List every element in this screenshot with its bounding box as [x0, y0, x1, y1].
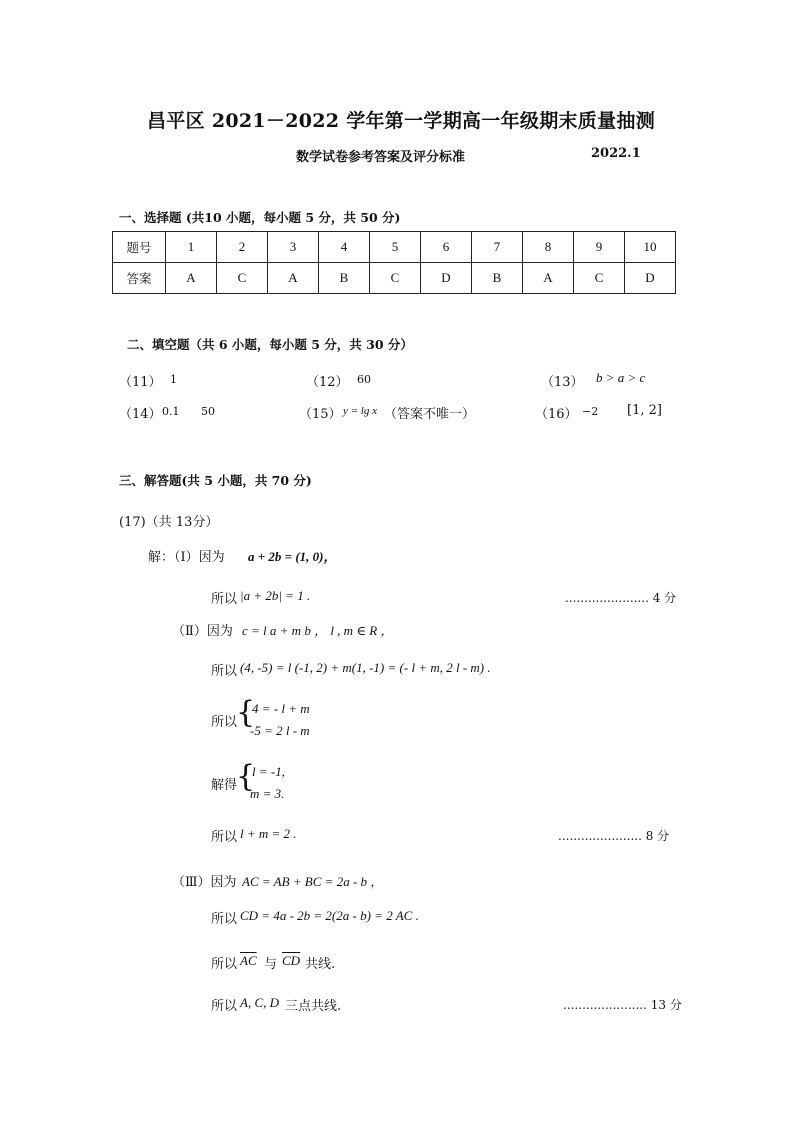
part1-intro: 解：（Ⅰ）因为: [148, 550, 225, 565]
q12-number: （12）: [306, 375, 349, 390]
part2-intro: （Ⅱ）因为: [172, 624, 233, 639]
part3-line4-expression: A, C, D: [240, 995, 279, 1010]
q13-number: （13）: [541, 375, 584, 390]
exam-date: 2022.1: [591, 146, 641, 161]
part3-line3-prefix: 所以: [211, 957, 238, 972]
part3-line3-connector: 与: [264, 957, 278, 972]
q12-answer: 60: [357, 373, 371, 386]
answer-cell: D: [421, 263, 472, 294]
part1-result-prefix: 所以: [211, 592, 238, 607]
answer-table: [112, 231, 676, 294]
answer-cell: B: [319, 263, 370, 294]
question-number: 10: [625, 232, 676, 263]
answer-cell: A: [166, 263, 217, 294]
question-number: 7: [472, 232, 523, 263]
row-label-number: 题号: [113, 232, 166, 263]
question-number: 8: [523, 232, 574, 263]
q16-number: （16）: [535, 407, 578, 422]
question-number: 3: [268, 232, 319, 263]
answer-cell: A: [268, 263, 319, 294]
part2-line4-prefix: 解得: [211, 778, 238, 793]
q15-number: （15）: [299, 407, 342, 422]
q11-number: （11）: [119, 375, 162, 390]
part2-line2-prefix: 所以: [211, 664, 238, 679]
question-number: 4: [319, 232, 370, 263]
part3-line2-prefix: 所以: [211, 912, 238, 927]
part3-line3-suffix: 共线.: [305, 957, 336, 972]
q14-answer-1: 0.1: [162, 405, 180, 418]
page-subtitle: 数学试卷参考答案及评分标准: [296, 150, 466, 165]
q14-number: （14）: [119, 407, 162, 422]
answer-cell: A: [523, 263, 574, 294]
table-row: [113, 263, 676, 294]
q16-answer-2: [1, 2]: [627, 403, 662, 418]
table-row: [113, 232, 676, 263]
part2-line5-prefix: 所以: [211, 830, 238, 845]
vector-ac: $\overline{AC}$: [240, 953, 257, 968]
section-2-heading: 二、填空题（共 6 小题，每小题 5 分，共 30 分）: [127, 337, 413, 352]
part1-result-expression: |a + 2b| = 1 .: [240, 588, 311, 603]
question-number: 5: [370, 232, 421, 263]
score-marker-4: ...................... 4 分: [565, 591, 677, 605]
system-brace-icon: {: [236, 759, 256, 794]
score-marker-13: ...................... 13 分: [563, 998, 682, 1012]
part1-expression: a + 2b = (1, 0)，: [248, 549, 337, 564]
q15-answer: y = lg x: [343, 405, 377, 417]
part3-intro: （Ⅲ）因为: [172, 875, 237, 890]
answer-cell: C: [370, 263, 421, 294]
system-brace-icon: {: [236, 695, 256, 730]
part2-expression: c = l a + m b ， l , m ∈ R ，: [242, 623, 394, 638]
section-1-heading: 一、选择题 (共10 小题，每小题 5 分，共 50 分): [119, 210, 401, 225]
row-label-answer: 答案: [113, 263, 166, 294]
part2-line5-expression: l + m = 2 .: [240, 826, 297, 841]
q17-heading: (17)（共 13分）: [119, 515, 219, 530]
answer-cell: C: [574, 263, 625, 294]
q15-note: （答案不唯一）: [384, 407, 476, 422]
part3-expression: AC = AB + BC = 2a - b ，: [242, 874, 384, 889]
part2-system1-eq2: -5 = 2 l - m: [250, 723, 310, 738]
answer-cell: D: [625, 263, 676, 294]
q16-answer-1: −2: [582, 405, 599, 418]
q14-answer-2: 50: [201, 405, 215, 418]
score-marker-8: ...................... 8 分: [558, 829, 670, 843]
part3-line2-expression: CD = 4a - 2b = 2(2a - b) = 2 AC .: [240, 908, 419, 923]
page-title: 昌平区 2021－2022 学年第一学期高一年级期末质量抽测: [147, 110, 655, 132]
q11-answer: 1: [170, 373, 177, 386]
question-number: 1: [166, 232, 217, 263]
part2-system1-eq1: 4 = - l + m: [252, 701, 310, 716]
part3-line4-prefix: 所以: [211, 999, 238, 1014]
answer-cell: C: [217, 263, 268, 294]
question-number: 2: [217, 232, 268, 263]
section-3-heading: 三、解答题(共 5 小题，共 70 分): [119, 473, 312, 488]
part2-system2-eq2: m = 3.: [250, 786, 285, 801]
part2-system2-eq1: l = -1,: [252, 764, 285, 779]
answer-cell: B: [472, 263, 523, 294]
part3-line4-suffix: 三点共线.: [285, 999, 342, 1014]
vector-cd: $\overline{CD}$: [282, 953, 301, 968]
q13-answer: b > a > c: [596, 370, 646, 385]
question-number: 6: [421, 232, 472, 263]
question-number: 9: [574, 232, 625, 263]
part2-line3-prefix: 所以: [211, 715, 238, 730]
part2-line2-expression: (4, -5) = l (-1, 2) + m(1, -1) = (- l + m, 2 l - m) .: [240, 660, 491, 675]
